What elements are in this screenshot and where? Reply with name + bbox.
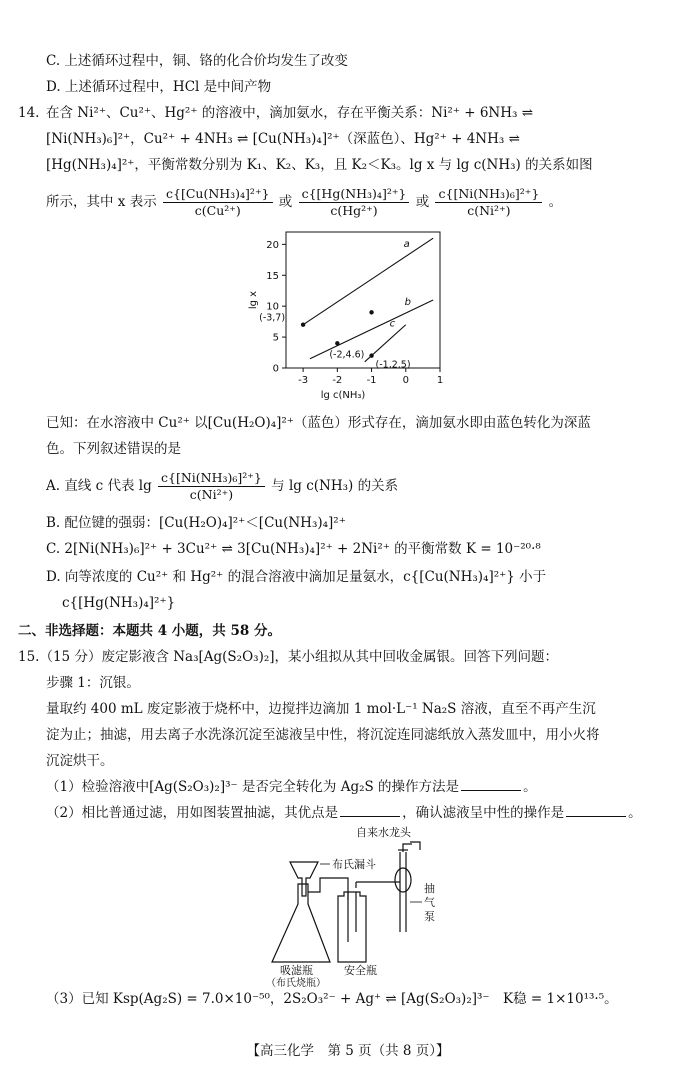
y-tick-label: 15: [266, 270, 279, 282]
fraction-hg-numerator: c{[Hg(NH₃)₄]²⁺}: [299, 186, 410, 203]
q14-line4-prefix: 所示，其中 x 表示: [46, 194, 157, 210]
q15-sub-3: （3）已知 Ksp(Ag₂S) = 7.0×10⁻⁵⁰，2S₂O₃²⁻ + Ag⁺ ⇌ [Ag(S₂O₃)₂]³⁻ K稳 = 1×10¹³·⁵。: [46, 991, 618, 1007]
fraction-cu-denominator: c(Cu²⁺): [194, 203, 241, 218]
data-point: [369, 353, 373, 357]
funnel-label: 布氏漏斗: [332, 858, 376, 871]
buchner-funnel: [290, 862, 318, 896]
q13-option-d: D. 上述循环过程中，HCl 是中间产物: [46, 79, 272, 95]
q13-option-c: C. 上述循环过程中，铜、铬的化合价均发生了改变: [46, 53, 348, 69]
data-point-label: (-3,7): [259, 312, 286, 324]
q15-paragraph-2: 淀为止；抽滤，用去离子水洗涤沉淀至滤液呈中性，将沉淀连同滤纸放入蒸发皿中，用小火将: [46, 727, 600, 743]
q14-option-c: C. 2[Ni(NH₃)₆]²⁺ + 3Cu²⁺ ⇌ 3[Cu(NH₃)₄]²⁺ + 2Ni²⁺ 的平衡常数 K = 10⁻²⁰·⁸: [46, 541, 541, 557]
connecting-tube: [308, 878, 348, 900]
fraction-cu: [163, 186, 273, 219]
data-point: [335, 341, 339, 345]
q15-sub-1: [46, 778, 537, 796]
data-point-label: (-1,2.5): [375, 359, 411, 371]
q15-sub-2: [46, 804, 642, 822]
pump-label-1: 抽: [424, 882, 435, 895]
data-point: [369, 310, 373, 314]
sub2-end: 。: [628, 805, 642, 821]
q14-known-1: 已知：在水溶液中 Cu²⁺ 以[Cu(H₂O)₄]²⁺（蓝色）形式存在，滴加氨水即由蓝色转化为深蓝: [46, 415, 591, 431]
answer-blank[interactable]: [461, 778, 521, 791]
option-a-numerator: c{[Ni(NH₃)₆]²⁺}: [158, 470, 265, 487]
flask-sublabel: （布氏烧瓶）: [266, 978, 326, 989]
series-label-c: c: [389, 318, 396, 330]
plot-frame: [286, 232, 440, 368]
q15-paragraph-1: 量取约 400 mL 废定影液于烧杯中，边搅拌边滴加 1 mol·L⁻¹ Na₂S 溶液，直至不再产生沉: [46, 701, 596, 717]
suction-flask: [272, 884, 330, 962]
or-word: 或: [415, 194, 430, 210]
safety-bottle-label: 安全瓶: [344, 964, 377, 977]
fraction-ni-denominator: c(Ni²⁺): [467, 203, 511, 218]
data-point-label: (-2,4.6): [329, 349, 365, 361]
series-line-a: [303, 238, 433, 325]
x-tick-label: -3: [298, 375, 309, 386]
fraction-hg: [299, 186, 410, 219]
tap-label: 自来水龙头: [356, 826, 411, 839]
fraction-cu-numerator: c{[Cu(NH₃)₄]²⁺}: [163, 186, 273, 203]
safety-bottle: [338, 892, 366, 962]
q14-line-3: [Hg(NH₃)₄]²⁺，平衡常数分别为 K₁、K₂、K₃，且 K₂＜K₃。lg x 与 lg c(NH₃) 的关系如图: [46, 157, 593, 173]
option-a-denominator: c(Ni²⁺): [189, 487, 234, 502]
pump-label-3: 泵: [424, 910, 435, 923]
fraction-ni: [435, 186, 542, 219]
x-tick-label: -1: [366, 375, 377, 386]
x-axis-label: lg c(NH₃): [320, 390, 366, 401]
sub1-end: 。: [523, 779, 537, 795]
q14-option-d-line-2: c{[Hg(NH₃)₄]²⁺}: [62, 595, 176, 611]
q14-option-d-line-1: D. 向等浓度的 Cu²⁺ 和 Hg²⁺ 的混合溶液中滴加足量氨水，c{[Cu(NH₃)₄]²⁺} 小于: [46, 569, 547, 585]
option-a-fraction: [158, 470, 265, 503]
q14-option-b: B. 配位键的强弱：[Cu(H₂O)₄]²⁺＜[Cu(NH₃)₄]²⁺: [46, 515, 346, 531]
suction-filtration-apparatus: [260, 822, 460, 989]
data-point: [301, 323, 305, 327]
q14-line-2: [Ni(NH₃)₆]²⁺，Cu²⁺ + 4NH₃ ⇌ [Cu(NH₃)₄]²⁺（深蓝色）、Hg²⁺ + 4NH₃ ⇌: [46, 131, 520, 147]
q14-option-a: [46, 470, 398, 503]
line4-end: 。: [548, 194, 563, 210]
fraction-hg-denominator: c(Hg²⁺): [330, 203, 378, 218]
q14-line-1: 在含 Ni²⁺、Cu²⁺、Hg²⁺ 的溶液中，滴加氨水，存在平衡关系：Ni²⁺ + 6NH₃ ⇌: [46, 105, 534, 121]
sub2-text-b: ，确认滤液呈中性的操作是: [402, 805, 565, 821]
sub2-text-a: （2）相比普通过滤，用如图装置抽滤，其优点是: [46, 805, 339, 821]
y-tick-label: 10: [266, 301, 279, 313]
sub1-text: （1）检验溶液中[Ag(S₂O₃)₂]³⁻ 是否完全转化为 Ag₂S 的操作方法是: [46, 779, 460, 795]
section-heading: 二、非选择题：本题共 4 小题，共 58 分。: [18, 623, 281, 639]
y-tick-label: 20: [266, 239, 279, 251]
answer-blank[interactable]: [566, 804, 626, 817]
y-axis-label: lg x: [248, 290, 259, 310]
x-tick-label: 0: [402, 375, 409, 386]
page-footer: 【高三化学 第 5 页（共 8 页）】: [246, 1043, 450, 1059]
x-tick-label: -2: [332, 375, 343, 386]
or-word: 或: [278, 194, 293, 210]
q15-paragraph-3: 沉淀烘干。: [46, 753, 114, 769]
series-label-a: a: [403, 239, 410, 251]
q15-step-1: 步骤 1：沉银。: [46, 675, 140, 691]
fraction-ni-numerator: c{[Ni(NH₃)₆]²⁺}: [435, 186, 542, 203]
q15-line-1: 15.（15 分）废定影液含 Na₃[Ag(S₂O₃)₂]，某小组拟从其中回收金属银。回答下列问题：: [18, 649, 559, 665]
option-a-suffix: 与 lg c(NH₃) 的关系: [271, 478, 399, 494]
q14-line-4: [46, 186, 562, 219]
pump-label-2: 气: [424, 896, 435, 909]
option-a-prefix: A. 直线 c 代表 lg: [46, 478, 152, 494]
lgx-vs-lgcnh3-chart: [240, 224, 470, 404]
q14-known-2: 色。下列叙述错误的是: [46, 441, 181, 457]
y-tick-label: 0: [272, 363, 279, 375]
q14-number: 14.: [18, 105, 40, 121]
flask-label: 吸滤瓶: [280, 964, 313, 977]
y-tick-label: 5: [272, 332, 279, 344]
x-tick-label: 1: [436, 375, 444, 386]
series-label-b: b: [404, 296, 412, 308]
answer-blank[interactable]: [340, 804, 400, 817]
